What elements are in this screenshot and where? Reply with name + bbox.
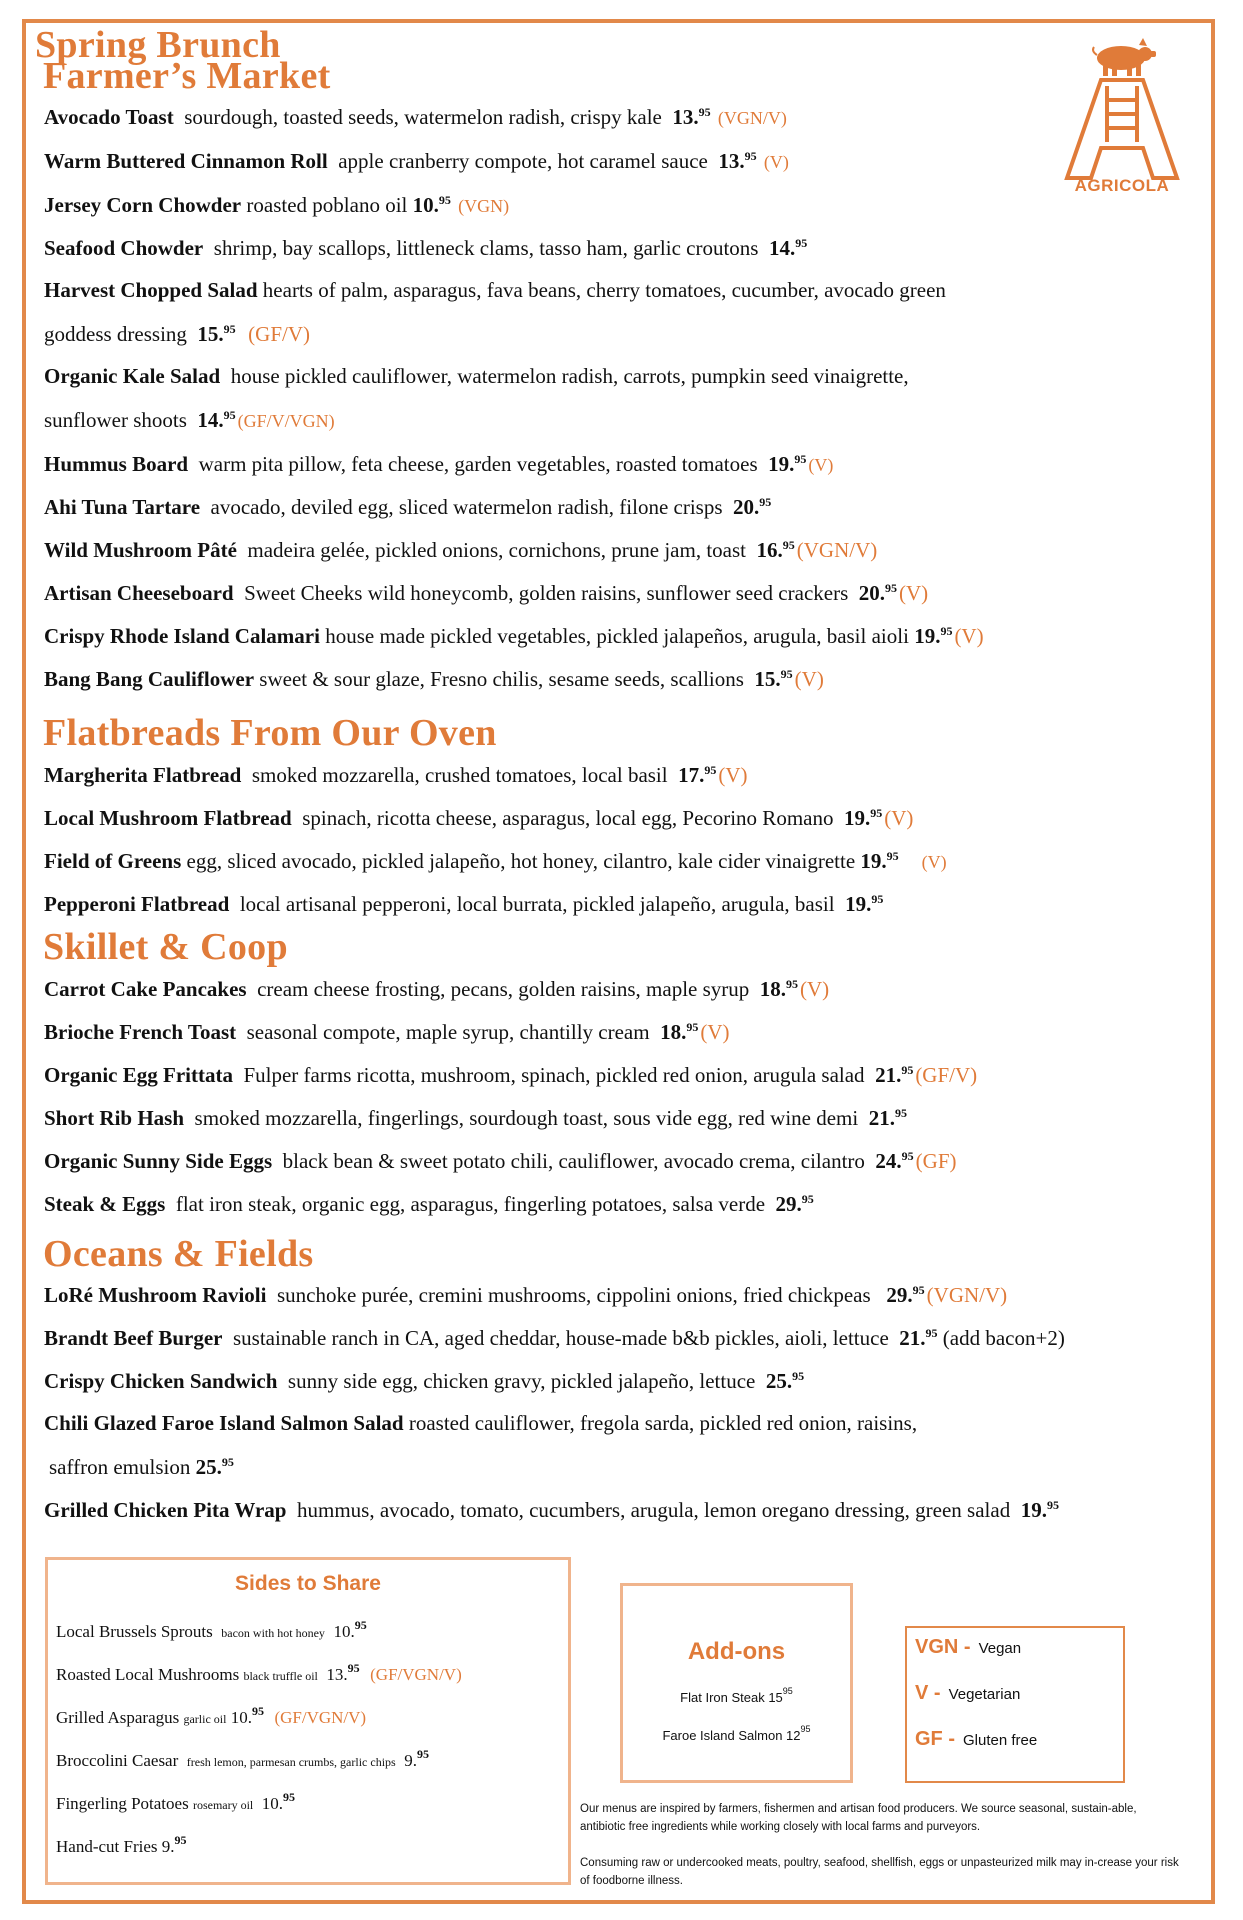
legend-label: Vegetarian <box>948 1686 1021 1703</box>
diet-legend-box <box>905 1626 1125 1783</box>
menu-item-continued <box>49 1456 234 1478</box>
side-price: 9. <box>161 1837 175 1856</box>
item-desc: roasted cauliflower, fregola sarda, pickled red onion, raisins, <box>408 1411 918 1435</box>
item-name: Avocado Toast <box>44 105 174 129</box>
diet-tag: (VGN/V) <box>926 1283 1008 1307</box>
legend-row <box>915 1682 1020 1705</box>
legend-code: GF - <box>915 1728 955 1750</box>
item-price: 21. <box>868 1106 895 1130</box>
item-cents: 95 <box>792 1369 805 1383</box>
item-desc: sunchoke purée, cremini mushrooms, cippolini onions, fried chickpeas <box>276 1283 871 1307</box>
item-name: LoRé Mushroom Ravioli <box>44 1283 267 1307</box>
legend-code: VGN - <box>915 1636 971 1658</box>
side-name: Grilled Asparagus <box>56 1708 180 1727</box>
item-name: Local Mushroom Flatbread <box>44 806 292 830</box>
item-name: Bang Bang Cauliflower <box>44 667 255 691</box>
item-cents: 95 <box>223 408 236 422</box>
item-price: 19. <box>843 806 871 830</box>
item-cents: 95 <box>759 495 772 509</box>
item-name: Grilled Chicken Pita Wrap <box>44 1498 287 1522</box>
item-cents: 95 <box>801 1192 814 1206</box>
sides-title: Sides to Share <box>235 1572 381 1595</box>
item-name: Short Rib Hash <box>44 1106 185 1130</box>
section-title-farmers-market: Farmer’s Market <box>43 55 331 97</box>
menu-item <box>44 106 787 128</box>
diet-tag: (V) <box>921 852 947 872</box>
section-title-flatbreads: Flatbreads From Our Oven <box>43 712 497 754</box>
item-name: Organic Kale Salad <box>44 364 221 388</box>
item-price: 29. <box>886 1283 913 1307</box>
menu-item <box>44 1193 814 1215</box>
item-cents: 95 <box>704 763 717 777</box>
item-cents: 95 <box>698 105 711 119</box>
diet-tag: (V) <box>718 763 748 787</box>
item-desc: flat iron steak, organic egg, asparagus, fingerling potatoes, salsa verde <box>175 1192 766 1216</box>
menu-item <box>44 280 946 301</box>
item-price: 14. <box>197 408 224 432</box>
item-name: Ahi Tuna Tartare <box>44 495 201 519</box>
item-desc: Sweet Cheeks wild honeycomb, golden raisins, sunflower seed crackers <box>244 581 849 605</box>
side-item <box>56 1618 367 1642</box>
menu-item <box>44 1150 957 1172</box>
sourcing-note: Our menus are inspired by farmers, fishermen and artisan food producers. We source seasonal, sustain-able, antibiotic free ingredients while working closely with local farms and purveyors. <box>580 1803 1137 1833</box>
menu-item <box>44 582 928 604</box>
item-desc-continued: goddess dressing <box>44 322 187 346</box>
item-name: Crispy Chicken Sandwich <box>44 1369 278 1393</box>
addon-cents: 95 <box>800 1724 811 1734</box>
item-desc: cream cheese frosting, pecans, golden raisins, maple syrup <box>257 977 750 1001</box>
item-desc: local artisanal pepperoni, local burrata, pickled jalapeño, arugula, basil <box>239 892 835 916</box>
item-name: Crispy Rhode Island Calamari <box>44 624 320 648</box>
side-price: 10. <box>261 1794 284 1813</box>
item-cents: 95 <box>940 624 953 638</box>
diet-tag: (V) <box>899 581 929 605</box>
item-name: Field of Greens <box>44 849 182 873</box>
item-desc: shrimp, bay scallops, littleneck clams, tasso ham, garlic croutons <box>213 236 759 260</box>
addon-name: Faroe Island Salmon 12 <box>662 1728 801 1743</box>
item-desc: warm pita pillow, feta cheese, garden vegetables, roasted tomatoes <box>198 452 758 476</box>
item-desc: hummus, avocado, tomato, cucumbers, arugula, lemon oregano dressing, green salad <box>296 1498 1011 1522</box>
menu-item <box>44 366 909 387</box>
side-cents: 95 <box>416 1747 429 1761</box>
logo-text: AGRICOLA <box>1074 176 1170 195</box>
diet-tag: (GF/VGN/V) <box>274 1708 367 1727</box>
side-name: Local Brussels Sprouts <box>56 1622 213 1641</box>
side-price: 9. <box>404 1751 417 1770</box>
side-price: 10. <box>333 1622 355 1641</box>
item-price: 25. <box>765 1369 793 1393</box>
health-advisory-note: Consuming raw or undercooked meats, poultry, seafood, shellfish, eggs or unpasteurized milk may in-crease your risk of foodborne illness. <box>580 1857 1179 1887</box>
addon-item <box>623 1724 850 1743</box>
menu-item <box>44 1107 907 1129</box>
item-cents: 95 <box>221 1455 234 1469</box>
menu-item <box>44 1021 729 1043</box>
menu-item <box>44 539 877 561</box>
menu-item <box>44 668 824 690</box>
diet-tag: (V) <box>884 806 914 830</box>
item-desc-continued: saffron emulsion <box>49 1455 191 1479</box>
item-cents: 95 <box>1046 1498 1059 1512</box>
side-cents: 95 <box>354 1618 367 1632</box>
item-cents: 95 <box>901 1149 914 1163</box>
item-desc: Fulper farms ricotta, mushroom, spinach, pickled red onion, arugula salad <box>243 1063 865 1087</box>
side-note: fresh lemon, parmesan crumbs, garlic chips <box>186 1755 396 1769</box>
item-cents: 95 <box>871 892 884 906</box>
item-name: Margherita Flatbread <box>44 763 242 787</box>
side-item <box>56 1790 295 1814</box>
item-cents: 95 <box>894 1106 907 1120</box>
item-cents: 95 <box>870 806 883 820</box>
side-cents: 95 <box>251 1704 264 1718</box>
agricola-logo <box>1057 38 1187 203</box>
item-desc-continued: sunflower shoots <box>44 408 187 432</box>
item-name: Artisan Cheeseboard <box>44 581 234 605</box>
item-name: Steak & Eggs <box>44 1192 166 1216</box>
item-desc: egg, sliced avocado, pickled jalapeño, hot honey, cilantro, kale cider vinaigrette <box>186 849 856 873</box>
addons-title: Add-ons <box>687 1638 786 1665</box>
addon-name: Flat Iron Steak 15 <box>680 1690 783 1705</box>
diet-tag: (GF/VGN/V) <box>370 1665 462 1684</box>
item-cents: 95 <box>438 193 451 207</box>
side-price: 13. <box>326 1665 348 1684</box>
page-title: Spring Brunch <box>35 24 281 66</box>
side-name: Broccolini Caesar <box>56 1751 179 1770</box>
item-desc: house pickled cauliflower, watermelon radish, carrots, pumpkin seed vinaigrette, <box>230 364 909 388</box>
item-cents: 95 <box>686 1020 699 1034</box>
legend-row <box>915 1636 1021 1659</box>
item-name: Wild Mushroom Pâté <box>44 538 237 562</box>
diet-tag: (V) <box>808 455 834 475</box>
item-name: Harvest Chopped Salad <box>44 278 258 302</box>
item-desc: madeira gelée, pickled onions, cornichons, prune jam, toast <box>247 538 747 562</box>
menu-item <box>44 1370 804 1392</box>
item-desc: seasonal compote, maple syrup, chantilly cream <box>246 1020 650 1044</box>
menu-item <box>44 453 833 475</box>
item-price: 13. <box>718 149 745 173</box>
item-extra: (add bacon+2) <box>942 1326 1065 1350</box>
item-price: 14. <box>768 236 796 260</box>
diet-tag: (V) <box>700 1020 730 1044</box>
side-name: Roasted Local Mushrooms <box>56 1665 240 1684</box>
item-price: 25. <box>195 1455 222 1479</box>
menu-item <box>44 850 947 872</box>
menu-item <box>44 1499 1059 1521</box>
menu-item-continued <box>44 323 310 345</box>
sides-box <box>45 1557 571 1885</box>
item-cents: 95 <box>885 581 897 595</box>
side-item <box>56 1833 187 1857</box>
item-price: 19. <box>768 452 795 476</box>
item-name: Brandt Beef Burger <box>44 1326 223 1350</box>
diet-tag: (V) <box>763 152 789 172</box>
item-price: 21. <box>875 1063 902 1087</box>
item-price: 13. <box>672 105 699 129</box>
item-desc: spinach, ricotta cheese, asparagus, local egg, Pecorino Romano <box>302 806 834 830</box>
item-desc: roasted poblano oil <box>246 193 408 217</box>
item-cents: 95 <box>912 1283 925 1297</box>
menu-item <box>44 807 913 829</box>
item-price: 18. <box>759 977 787 1001</box>
item-cents: 95 <box>794 452 807 466</box>
item-desc: avocado, deviled egg, sliced watermelon radish, filone crisps <box>210 495 723 519</box>
side-cents: 95 <box>347 1661 360 1675</box>
item-cents: 95 <box>925 1326 938 1340</box>
legend-label: Vegan <box>978 1640 1022 1657</box>
item-cents: 95 <box>782 538 795 552</box>
diet-tag: (GF/V) <box>915 1063 978 1087</box>
item-name: Organic Sunny Side Eggs <box>44 1149 273 1173</box>
item-price: 24. <box>875 1149 902 1173</box>
legend-label: Gluten free <box>963 1732 1038 1749</box>
section-title-oceans-fields: Oceans & Fields <box>43 1233 314 1275</box>
menu-item <box>44 237 807 259</box>
side-name: Fingerling Potatoes <box>56 1794 189 1813</box>
item-cents: 95 <box>223 322 236 336</box>
item-price: 19. <box>845 892 872 916</box>
item-name: Warm Buttered Cinnamon Roll <box>44 149 328 173</box>
diet-tag: (V) <box>794 667 824 691</box>
menu-item <box>44 978 829 1000</box>
item-price: 15. <box>197 322 224 346</box>
menu-item <box>44 1413 917 1434</box>
menu-item <box>44 625 984 647</box>
item-price: 21. <box>899 1326 926 1350</box>
item-cents: 95 <box>780 667 793 681</box>
menu-item <box>44 150 789 172</box>
item-desc: sourdough, toasted seeds, watermelon radish, crispy kale <box>184 105 662 129</box>
addons-box <box>620 1583 853 1783</box>
side-item <box>56 1704 366 1728</box>
side-note: rosemary oil <box>192 1798 254 1812</box>
item-desc: sweet & sour glaze, Fresno chilis, sesame seeds, scallions <box>259 667 744 691</box>
item-name: Chili Glazed Faroe Island Salmon Salad <box>44 1411 404 1435</box>
menu-item <box>44 1327 1065 1349</box>
item-name: Organic Egg Frittata <box>44 1063 233 1087</box>
item-price: 19. <box>1020 1498 1047 1522</box>
side-price: 10. <box>230 1708 252 1727</box>
side-item <box>56 1747 429 1771</box>
menu-item <box>44 194 509 216</box>
item-price: 29. <box>775 1192 802 1216</box>
item-cents: 95 <box>795 236 808 250</box>
menu-item <box>44 496 771 518</box>
diet-tag: (VGN) <box>458 196 510 216</box>
diet-tag: (GF/V) <box>248 322 311 346</box>
addon-cents: 95 <box>782 1686 793 1696</box>
side-cents: 95 <box>283 1790 296 1804</box>
side-note: garlic oil <box>183 1712 227 1726</box>
item-price: 20. <box>858 581 885 605</box>
item-cents: 95 <box>744 149 757 163</box>
menu-item <box>44 1064 977 1086</box>
addon-item <box>623 1686 850 1705</box>
menu-item <box>44 764 748 786</box>
menu-item <box>44 893 883 915</box>
diet-tag: (V) <box>800 977 830 1001</box>
item-price: 19. <box>860 849 887 873</box>
item-name: Carrot Cake Pancakes <box>44 977 247 1001</box>
item-cents: 95 <box>901 1063 914 1077</box>
side-cents: 95 <box>174 1833 187 1847</box>
menu-item-continued <box>44 409 335 431</box>
diet-tag: (GF/V/VGN) <box>237 411 335 431</box>
item-name: Hummus Board <box>44 452 189 476</box>
item-desc: hearts of palm, asparagus, fava beans, cherry tomatoes, cucumber, avocado green <box>262 278 946 302</box>
item-desc: sunny side egg, chicken gravy, pickled jalapeño, lettuce <box>287 1369 756 1393</box>
diet-tag: (GF) <box>915 1149 957 1173</box>
item-price: 16. <box>756 538 783 562</box>
menu-item <box>44 1284 1007 1306</box>
item-price: 15. <box>754 667 781 691</box>
legend-code: V - <box>915 1682 941 1704</box>
side-note: bacon with hot honey <box>221 1626 325 1640</box>
side-name: Hand-cut Fries <box>56 1837 158 1856</box>
item-price: 19. <box>914 624 941 648</box>
legend-row <box>915 1728 1037 1751</box>
item-name: Seafood Chowder <box>44 236 204 260</box>
item-desc: apple cranberry compote, hot caramel sauce <box>338 149 708 173</box>
item-name: Jersey Corn Chowder <box>44 193 242 217</box>
item-price: 20. <box>733 495 760 519</box>
item-cents: 95 <box>786 977 799 991</box>
item-price: 17. <box>678 763 705 787</box>
diet-tag: (V) <box>954 624 984 648</box>
diet-tag: (VGN/V) <box>717 108 787 128</box>
side-item <box>56 1661 462 1685</box>
item-desc: house made pickled vegetables, pickled jalapeños, arugula, basil aioli <box>325 624 909 648</box>
item-desc: black bean & sweet potato chili, cauliflower, avocado crema, cilantro <box>282 1149 865 1173</box>
item-desc: sustainable ranch in CA, aged cheddar, house-made b&b pickles, aioli, lettuce <box>232 1326 889 1350</box>
item-price: 18. <box>660 1020 687 1044</box>
item-desc: smoked mozzarella, fingerlings, sourdough toast, sous vide egg, red wine demi <box>194 1106 859 1130</box>
item-name: Pepperoni Flatbread <box>44 892 230 916</box>
item-desc: smoked mozzarella, crushed tomatoes, local basil <box>251 763 668 787</box>
item-cents: 95 <box>886 849 899 863</box>
diet-tag: (VGN/V) <box>796 538 878 562</box>
side-note: black truffle oil <box>243 1669 318 1683</box>
section-title-skillet-coop: Skillet & Coop <box>43 926 288 968</box>
item-name: Brioche French Toast <box>44 1020 237 1044</box>
item-price: 10. <box>412 193 439 217</box>
